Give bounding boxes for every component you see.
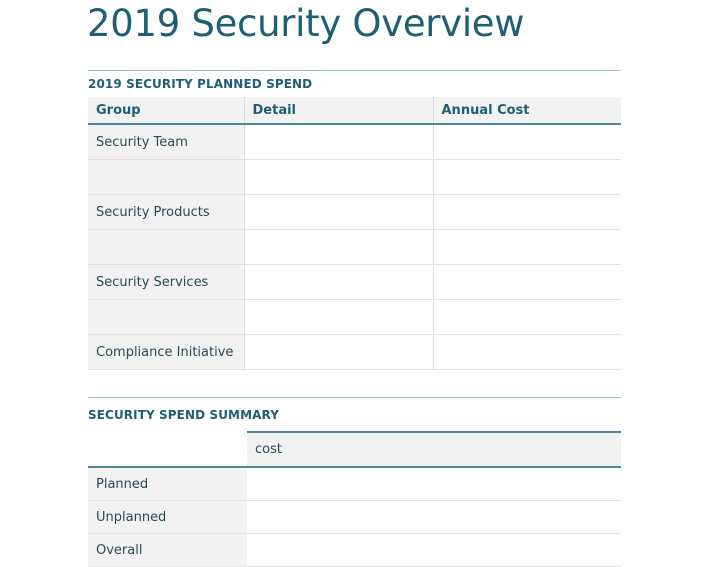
section-divider: [88, 397, 621, 398]
detail-cell[interactable]: [244, 300, 433, 335]
detail-cell[interactable]: [244, 265, 433, 300]
table-row: [88, 124, 621, 160]
table-row: [88, 534, 621, 567]
annual-cost-cell[interactable]: [433, 265, 621, 300]
table-row: [88, 501, 621, 534]
group-cell[interactable]: [88, 160, 244, 195]
spend-summary-table: [88, 431, 621, 567]
table-row: [88, 195, 621, 230]
column-header-annual-cost: Annual Cost: [433, 97, 621, 124]
group-cell[interactable]: Security Products: [88, 195, 244, 230]
annual-cost-cell[interactable]: [433, 230, 621, 265]
table-header-row: [88, 432, 621, 467]
table-row: [88, 160, 621, 195]
table-row: [88, 300, 621, 335]
header-spacer: [88, 432, 247, 467]
planned-spend-table: [88, 97, 621, 370]
annual-cost-cell[interactable]: [433, 300, 621, 335]
summary-value-cell[interactable]: [247, 467, 621, 501]
column-header-cost: cost: [247, 432, 621, 467]
annual-cost-cell[interactable]: [433, 335, 621, 370]
summary-label-overall: Overall: [88, 534, 247, 567]
spend-summary-heading: SECURITY SPEND SUMMARY: [88, 408, 279, 422]
column-header-detail: Detail: [244, 97, 433, 124]
summary-label-unplanned: Unplanned: [88, 501, 247, 534]
annual-cost-cell[interactable]: [433, 195, 621, 230]
group-cell[interactable]: Security Team: [88, 124, 244, 160]
section-divider: [88, 70, 621, 71]
planned-spend-heading: 2019 SECURITY PLANNED SPEND: [88, 77, 313, 91]
detail-cell[interactable]: [244, 230, 433, 265]
detail-cell[interactable]: [244, 195, 433, 230]
group-cell[interactable]: Security Services: [88, 265, 244, 300]
table-header-row: [88, 97, 621, 124]
summary-value-cell[interactable]: [247, 534, 621, 567]
detail-cell[interactable]: [244, 124, 433, 160]
table-row: [88, 265, 621, 300]
summary-label-planned: Planned: [88, 467, 247, 501]
group-cell[interactable]: Compliance Initiative: [88, 335, 244, 370]
column-header-group: Group: [88, 97, 244, 124]
annual-cost-cell[interactable]: [433, 124, 621, 160]
summary-value-cell[interactable]: [247, 501, 621, 534]
annual-cost-cell[interactable]: [433, 160, 621, 195]
detail-cell[interactable]: [244, 160, 433, 195]
group-cell[interactable]: [88, 230, 244, 265]
table-row: [88, 467, 621, 501]
group-cell[interactable]: [88, 300, 244, 335]
detail-cell[interactable]: [244, 335, 433, 370]
page-title: 2019 Security Overview: [87, 2, 525, 45]
table-row: [88, 230, 621, 265]
table-row: [88, 335, 621, 370]
